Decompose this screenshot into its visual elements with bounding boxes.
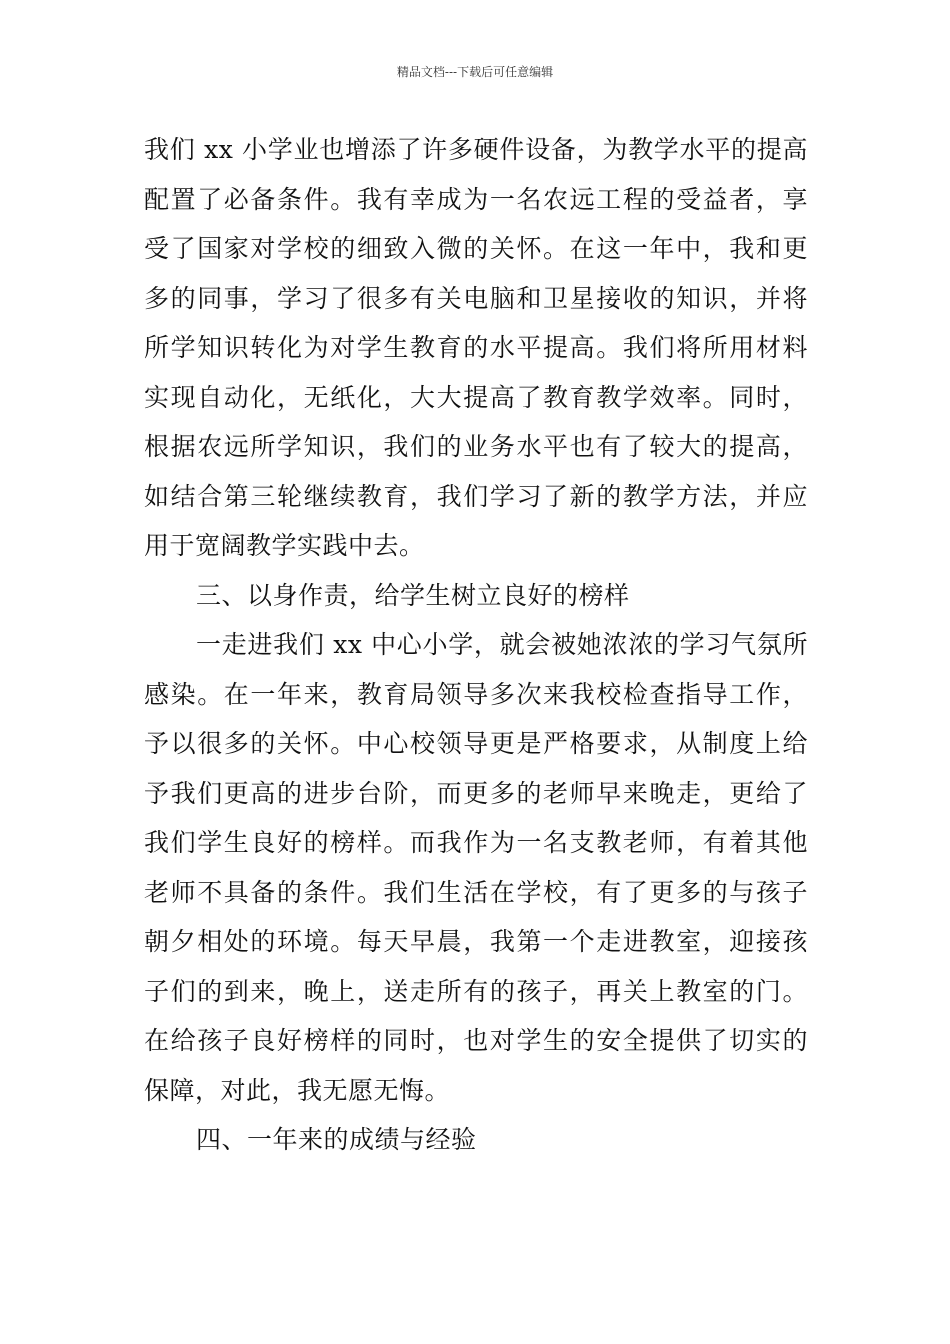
paragraph-1-line-7: 根据农远所学知识，我们的业务水平也有了较大的提高，	[144, 432, 808, 461]
paragraph-1-line-4: 多的同事，学习了很多有关电脑和卫星接收的知识，并将	[144, 283, 808, 313]
paragraph-1-line-2: 配置了必备条件。我有幸成为一名农远工程的受益者，享	[144, 184, 808, 214]
paragraph-2-line-2: 感染。在一年来，教育局领导多次来我校检查指导工作，	[144, 679, 808, 709]
paragraph-2-line-7: 朝夕相处的环境。每天早晨，我第一个走进教室，迎接孩	[144, 927, 808, 956]
paragraph-1-line-3: 受了国家对学校的细致入微的关怀。在这一年中，我和更	[144, 234, 808, 263]
paragraph-2-line-1: 一走进我们 xx 中心小学，就会被她浓浓的学习气氛所	[196, 630, 808, 659]
paragraph-2-line-5: 我们学生良好的榜样。而我作为一名支教老师，有着其他	[144, 828, 808, 857]
paragraph-1-line-8: 如结合第三轮继续教育，我们学习了新的教学方法，并应	[144, 481, 808, 511]
paragraph-2-line-6: 老师不具备的条件。我们生活在学校，有了更多的与孩子	[144, 877, 808, 907]
document-body	[144, 125, 808, 1165]
paragraph-2-line-3: 予以很多的关怀。中心校领导更是严格要求，从制度上给	[144, 729, 808, 758]
paragraph-1-line-9: 用于宽阔教学实践中去。	[144, 531, 425, 560]
paragraph-2-line-8: 子们的到来，晚上，送走所有的孩子，再关上教室的门。	[144, 976, 808, 1006]
page-header: 精品文档---下载后可任意编辑	[396, 65, 554, 79]
paragraph-2-line-4: 予我们更高的进步台阶，而更多的老师早来晚走，更给了	[144, 778, 808, 808]
paragraph-1-line-5: 所学知识转化为对学生教育的水平提高。我们将所用材料	[144, 333, 808, 362]
paragraph-1-line-1: 我们 xx 小学业也增添了许多硬件设备，为教学水平的提高	[144, 135, 808, 164]
section-heading-4: 四、一年来的成绩与经验	[196, 1125, 477, 1154]
paragraph-2-line-10: 保障，对此，我无愿无悔。	[144, 1075, 451, 1105]
paragraph-2-line-9: 在给孩子良好榜样的同时，也对学生的安全提供了切实的	[144, 1026, 808, 1055]
section-heading-3: 三、以身作责，给学生树立良好的榜样	[196, 580, 630, 610]
paragraph-1-line-6: 实现自动化，无纸化，大大提高了教育教学效率。同时，	[144, 382, 808, 412]
